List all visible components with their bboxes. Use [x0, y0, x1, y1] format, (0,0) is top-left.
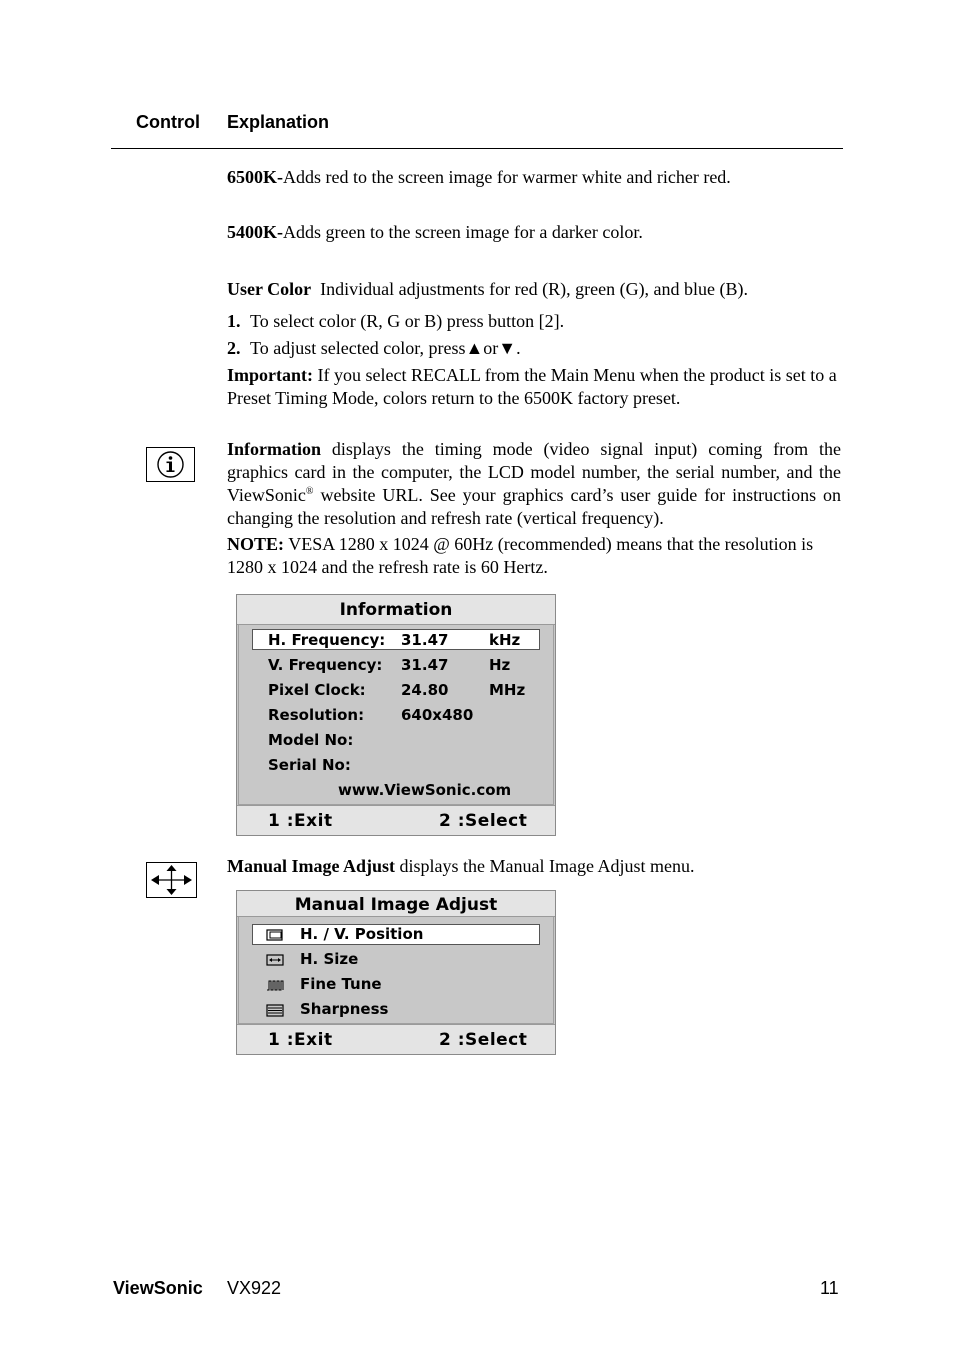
h-size-icon: [266, 952, 284, 966]
footer-model: VX922: [227, 1278, 282, 1298]
osd-row-label: Pixel Clock:: [268, 681, 366, 699]
step-number: 1.: [227, 311, 241, 331]
footer-brand: ViewSonic: [113, 1278, 203, 1298]
k6500-description: [227, 166, 841, 189]
manual-image-adjust-description: [227, 855, 841, 878]
osd-title: Manual Image Adjust: [237, 891, 555, 917]
user-color-description: [227, 278, 841, 301]
osd-select-label: 2 :Select: [439, 811, 528, 831]
step-end: .: [516, 338, 521, 358]
move-arrows-icon: [146, 862, 197, 898]
position-icon: [266, 927, 284, 941]
step-text: To adjust selected color, press: [250, 338, 466, 358]
osd-row-value: 640x480: [401, 706, 474, 724]
step-2: [227, 337, 841, 360]
step-text: To select color (R, G or B) press button [2].: [250, 311, 565, 331]
manual-text: displays the Manual Image Adjust menu.: [399, 856, 695, 876]
step-1: [227, 310, 841, 333]
osd-row-unit: MHz: [489, 681, 526, 699]
column-header-control: Control: [136, 112, 200, 132]
user-color-text: Individual adjustments for red (R), green (G), and blue (B).: [320, 279, 749, 299]
information-term: Information: [227, 439, 321, 459]
sharpness-icon: [266, 1002, 284, 1016]
important-text: If you select RECALL from the Main Menu when the product is set to a Preset Timing Mode, colors return to the 6500K factory preset.: [227, 365, 837, 408]
note-term: NOTE:: [227, 534, 285, 554]
information-text-1: displays the timing mode (video signal input) coming from the graphics card in the computer, the LCD model number, the serial number, and the ViewSonic: [227, 439, 841, 505]
osd-row-label: Serial No:: [268, 756, 351, 774]
k6500-term: 6500K-: [227, 167, 283, 187]
osd-row-label: V. Frequency:: [268, 656, 383, 674]
osd-footer: [237, 1024, 555, 1054]
osd-item-label: H. / V. Position: [300, 925, 424, 943]
header-rule: [111, 148, 843, 149]
osd-title: Information: [237, 595, 555, 625]
osd-row-value: 24.80: [401, 681, 449, 699]
osd-item-label: H. Size: [300, 950, 359, 968]
k5400-text: Adds green to the screen image for a darker color.: [283, 222, 643, 242]
information-osd-menu: [236, 594, 556, 836]
note-text: VESA 1280 x 1024 @ 60Hz (recommended) means that the resolution is 1280 x 1024 and the refresh rate is 60 Hertz.: [227, 534, 814, 577]
information-text-2: website URL. See your graphics card’s user guide for instructions on changing the resolution and refresh rate (vertical frequency).: [227, 485, 842, 528]
osd-row-value: 31.47: [401, 631, 449, 649]
k5400-term: 5400K-: [227, 222, 283, 242]
up-arrow-icon: ▲: [465, 338, 484, 358]
osd-row-unit: kHz: [489, 631, 521, 649]
osd-row-label: Model No:: [268, 731, 354, 749]
osd-row-value: 31.47: [401, 656, 449, 674]
down-arrow-icon: ▼: [498, 338, 517, 358]
important-note: [227, 364, 841, 410]
osd-row-label: Resolution:: [268, 706, 365, 724]
osd-item-label: Fine Tune: [300, 975, 382, 993]
info-icon: [146, 447, 195, 482]
manual-image-adjust-osd-menu: [236, 890, 556, 1055]
osd-footer: [237, 805, 555, 835]
column-header-explanation: Explanation: [227, 112, 330, 132]
registered-mark: ®: [305, 486, 314, 497]
osd-select-label: 2 :Select: [439, 1030, 528, 1050]
step-or: or: [483, 338, 499, 358]
user-color-term: User Color: [227, 279, 312, 299]
step-number: 2.: [227, 338, 241, 358]
osd-exit-label: 1 :Exit: [268, 1030, 333, 1050]
osd-row-label: H. Frequency:: [268, 631, 386, 649]
important-term: Important:: [227, 365, 313, 385]
osd-url: www.ViewSonic.com: [338, 781, 512, 799]
manual-term: Manual Image Adjust: [227, 856, 396, 876]
page-number: 11: [820, 1278, 839, 1298]
fine-tune-icon: [266, 977, 284, 991]
osd-exit-label: 1 :Exit: [268, 811, 333, 831]
k6500-text: Adds red to the screen image for warmer white and richer red.: [283, 167, 731, 187]
information-description: [227, 438, 841, 530]
osd-item-label: Sharpness: [300, 1000, 389, 1018]
vesa-note: [227, 533, 841, 579]
k5400-description: [227, 221, 841, 244]
osd-row-unit: Hz: [489, 656, 511, 674]
